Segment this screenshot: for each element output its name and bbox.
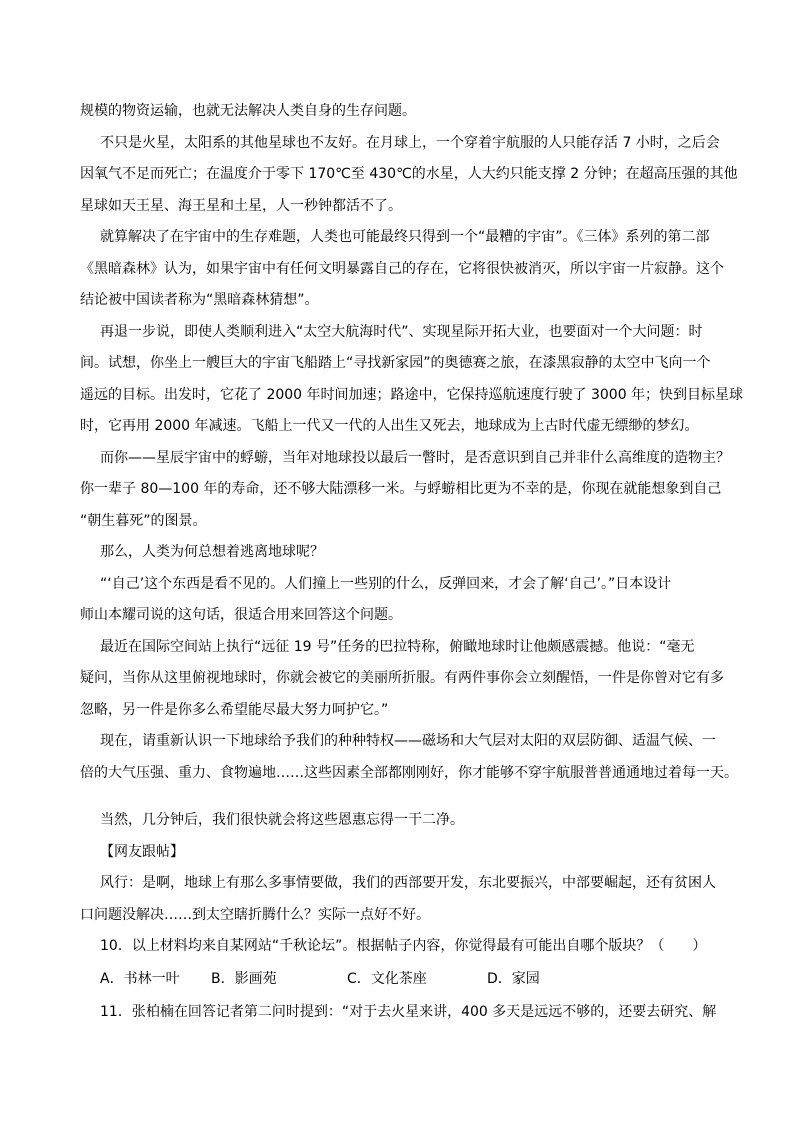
text-line: 现在，请重新认识一下地球给予我们的种种特权——磁场和大气层对太阳的双层防御、适温气候、一: [100, 733, 716, 749]
option-a[interactable]: A．书林一叶: [100, 971, 180, 987]
text-line: 你一辈子 80—100 年的寿命，还不够大陆漂移一米。与蜉蝣相比更为不幸的是，你现在就能想象到自己: [80, 481, 722, 497]
text-line: 再退一步说，即使人类顺利进入“太空大航海时代”、实现星际开拓大业，也要面对一个大问题：时: [100, 323, 703, 340]
spacer: [80, 793, 770, 809]
text-line: 星球如天王星、海王星和土星，人一秒钟都活不了。: [80, 197, 402, 214]
text-line: 忽略，另一件是你多么希望能尽最大努力呵护它。”: [80, 701, 389, 718]
text-line: 时，它再用 2000 年减速。飞船上一代又一代的人出生又死去，地球成为上古时代虚无缥缈的梦幻。: [80, 418, 699, 434]
text-line: 口问题没解决……到太空瞎折腾什么？实际一点好不好。: [80, 906, 430, 923]
text-line: 《黑暗森林》认为，如果宇宙中有任何文明暴露自己的存在，它将很快被消灭，所以宇宙一片寂静。这个: [80, 260, 724, 277]
option-c[interactable]: C．文化茶座: [347, 971, 427, 987]
text-line: 倍的大气压强、重力、食物遍地……这些因素全部都刚刚好，你才能够不穿宇航服普普通通地过着每一天。: [80, 764, 738, 781]
text-line: 疑问，当你从这里俯视地球时，你就会被它的美丽所折服。有两件事你会立刻醒悟，一件是你曾对它有多: [80, 670, 724, 686]
text-line: 那么，人类为何总想着逃离地球呢？: [100, 544, 324, 560]
question-10-options: [80, 968, 770, 1001]
option-d[interactable]: D．家园: [487, 971, 540, 987]
text-line: 最近在国际空间站上执行“远征 19 号”任务的巴拉特称，俯瞰地球时让他颇感震撼。他说：“毫无: [100, 638, 695, 655]
text-line: “‘自己’这个东西是看不见的。人们撞上一些别的什么，反弹回来，才会了解‘自己’。”日本设计: [100, 575, 672, 592]
text-line: 风行：是啊，地球上有那么多事情要做，我们的西部要开发，东北要振兴，中部要崛起，还有贫困人: [100, 875, 716, 891]
text-line: 当然，几分钟后，我们很快就会将这些恩惠忘得一干二净。: [100, 812, 464, 828]
question-11: 11．张柏楠在回答记者第二问时提到：“对于去火星来讲，400 多天是远远不够的，还要去研究、解: [100, 1004, 717, 1020]
text-line: 规模的物资运输，也就无法解决人类自身的生存问题。: [80, 103, 416, 119]
text-line: 结论被中国读者称为“黑暗森林猜想”。: [80, 292, 319, 308]
text-line: “朝生暮死”的图景。: [80, 512, 207, 529]
text-line: 【网友跟帖】: [100, 843, 184, 860]
text-line: 遥远的目标。出发时，它花了 2000 年时间加速；路途中，它保持巡航速度行驶了 3000 年；快到目标星球: [80, 386, 744, 403]
text-line: 而你——星辰宇宙中的蜉蝣，当年对地球投以最后一瞥时，是否意识到自己并非什么高维度的造物主？: [100, 449, 730, 466]
option-b[interactable]: B．影画苑: [211, 971, 277, 987]
text-line: 就算解决了在宇宙中的生存难题，人类也可能最终只得到一个“最糟的宇宙”。《三体》系列的第二部: [100, 229, 710, 245]
document-page: [80, 100, 770, 1034]
text-line: 因氧气不足而死亡；在温度介于零下 170℃至 430℃的水星，人大约只能支撑 2 分钟；在超高压强的其他: [80, 166, 738, 182]
text-line: 不只是火星，太阳系的其他星球也不友好。在月球上，一个穿着宇航服的人只能存活 7 小时，之后会: [100, 134, 720, 151]
question-10: 10．以上材料均来自某网站“千秋论坛”。根据帖子内容，你觉得最有可能出自哪个版块？（ ）: [100, 938, 707, 954]
article-tail: [80, 809, 770, 935]
text-line: 师山本耀司说的这句话，很适合用来回答这个问题。: [80, 607, 402, 623]
article-body: [80, 100, 770, 793]
text-line: 间。试想，你坐上一艘巨大的宇宙飞船踏上“寻找新家园”的奥德赛之旅，在漆黑寂静的太空中飞向一个: [80, 355, 711, 371]
